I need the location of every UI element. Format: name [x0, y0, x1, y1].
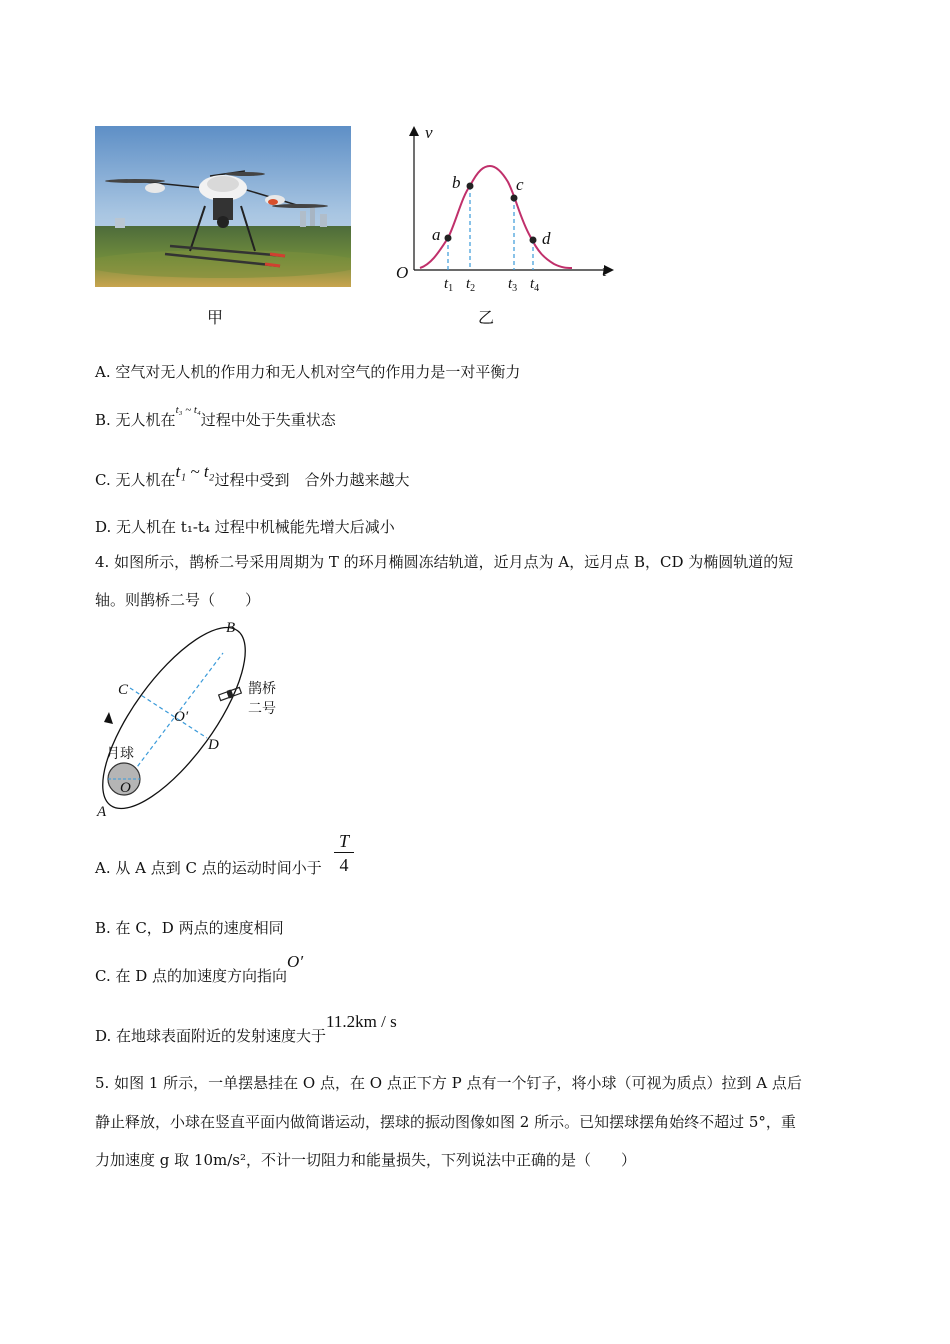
drone-caption: 甲	[207, 308, 224, 327]
orbit-label-b: B	[226, 620, 236, 636]
q3-option-d: D. 无人机在 t₁-t₄ 过程中机械能先增大后减小	[95, 518, 395, 536]
q3-option-b-pre: B. 无人机在	[95, 411, 176, 429]
v-axis-label: v	[425, 123, 433, 142]
tick-t4: $t_4$	[530, 276, 540, 294]
q4-option-a: A. 从 A 点到 C 点的运动时间小于	[95, 859, 322, 877]
q4-option-c-math: O′	[287, 952, 304, 971]
q4-option-d-math: 11.2km / s	[326, 1012, 397, 1031]
t-axis-label: t	[602, 261, 607, 280]
q3-option-c	[95, 462, 410, 490]
moon-label: 月球	[106, 746, 134, 762]
q3-option-b-post: 过程中处于失重状态	[200, 411, 336, 429]
graph-caption: 乙	[478, 308, 495, 327]
fraction-numerator: T	[334, 830, 354, 853]
q5-line-1: 5. 如图 1 所示，一单摆悬挂在 O 点，在 O 点正下方 P 点有一个钉子，将小球（可视为质点）拉到 A 点后	[95, 1074, 802, 1092]
q5-line-3: 力加速度 g 取 10m/s²，不计一切阻力和能量损失，下列说法中正确的是（ ）	[95, 1151, 636, 1169]
q3-option-a: A. 空气对无人机的作用力和无人机对空气的作用力是一对平衡力	[95, 363, 521, 381]
q4-stem-2: 轴。则鹊桥二号（ ）	[95, 591, 261, 609]
q4-option-d: D. 在地球表面附近的发射速度大于11.2km / s	[95, 1012, 397, 1045]
origin-label: O	[396, 263, 409, 282]
vt-graph	[392, 118, 622, 300]
q3-option-c-math: t₁ ~ t₂	[175, 462, 215, 481]
q5-line-2: 静止释放，小球在竖直平面内做简谐运动，摆球的振动图像如图 2 所示。已知摆球摆角始终不超过 5°，重	[95, 1113, 796, 1131]
q4-option-b: B. 在 C，D 两点的速度相同	[95, 919, 284, 937]
tick-t2: $t_2$	[466, 276, 476, 294]
satellite-icon	[218, 686, 241, 701]
point-b-label: b	[452, 173, 461, 192]
tick-t1: $t_1$	[444, 276, 454, 294]
point-c-label: c	[516, 175, 524, 194]
q4-option-a-fraction	[334, 830, 354, 877]
q4-stem-1: 4. 如图所示，鹊桥二号采用周期为 T 的环月椭圆冻结轨道，近月点为 A，远月点 B，CD 为椭圆轨道的短	[95, 553, 794, 571]
point-a-label: a	[432, 225, 441, 244]
q3-option-c-post: 过程中受到 合外力越来越大	[214, 471, 410, 489]
q3-option-b-math: t₃ ~ t₄	[175, 404, 201, 416]
drone-photo	[95, 126, 351, 287]
satellite-label-1: 鹊桥	[248, 681, 276, 697]
tick-t3: $t_3$	[508, 276, 518, 294]
orbit-label-oprime: O′	[174, 709, 189, 725]
orbit-diagram	[92, 618, 292, 824]
q3-option-b	[95, 404, 336, 432]
orbit-label-o: O	[120, 780, 131, 796]
fraction-denominator: 4	[339, 855, 349, 875]
orbit-label-c: C	[118, 682, 129, 698]
q4-option-c: C. 在 D 点的加速度方向指向O′	[95, 952, 304, 985]
point-d-label: d	[542, 229, 551, 248]
orbit-label-d: D	[208, 737, 219, 753]
satellite-label-2: 二号	[248, 701, 276, 717]
orbit-label-a: A	[97, 804, 107, 820]
q3-option-c-pre: C. 无人机在	[95, 471, 176, 489]
